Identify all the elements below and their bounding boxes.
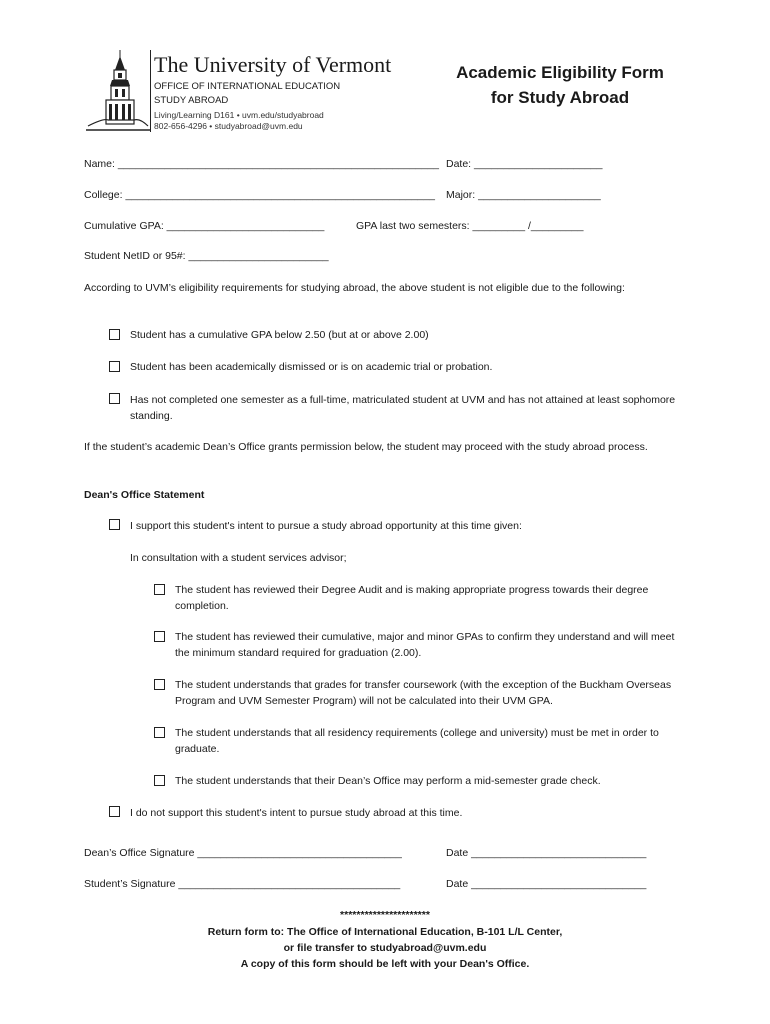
form-title-line-1: Academic Eligibility Form xyxy=(456,63,664,82)
logo-divider xyxy=(150,50,151,132)
intro-text: According to UVM’s eligibility requirements for studying abroad, the above student is not eligible due to the following: xyxy=(84,282,625,294)
deans-item-checkbox-4[interactable] xyxy=(154,727,165,738)
deans-item-text-1: The student has reviewed their Degree Audit and is making appropriate progress towards their degree completion. xyxy=(175,584,649,612)
student-signature-field[interactable]: Student’s Signature ______________________________________ xyxy=(84,878,401,890)
support-text: I support this student's intent to pursue a study abroad opportunity at this time given: xyxy=(130,520,522,532)
college-field[interactable]: College: _____________________________________________________ xyxy=(84,189,435,201)
office-line-2: STUDY ABROAD xyxy=(154,95,229,106)
major-field[interactable]: Major: _____________________ xyxy=(446,189,601,201)
deans-item-checkbox-5[interactable] xyxy=(154,775,165,786)
deans-item-checkbox-1[interactable] xyxy=(154,584,165,595)
reason-text-3: Has not completed one semester as a full-time, matriculated student at UVM and has not attained at least sophomore standing. xyxy=(130,394,676,422)
student-date-field[interactable]: Date ______________________________ xyxy=(446,878,647,890)
contact-line-1: Living/Learning D161 • uvm.edu/studyabroad xyxy=(154,110,324,120)
footer-copy-line: A copy of this form should be left with your Dean's Office. xyxy=(240,958,530,970)
reason-checkbox-3[interactable] xyxy=(109,393,120,404)
deans-item-text-3: The student understands that grades for transfer coursework (with the exception of the Buckham Overseas Program and UVM Semester Program) will not be calculated into their UVM GPA. xyxy=(175,679,672,707)
name-field[interactable]: Name: _______________________________________________________ xyxy=(84,158,440,170)
reason-checkbox-2[interactable] xyxy=(109,361,120,372)
reason-text-2: Student has been academically dismissed or is on academic trial or probation. xyxy=(130,361,493,373)
dean-date-field[interactable]: Date ______________________________ xyxy=(446,847,647,859)
cumulative-gpa-field[interactable]: Cumulative GPA: ___________________________ xyxy=(84,220,325,232)
dean-signature-field[interactable]: Dean’s Office Signature ___________________________________ xyxy=(84,847,402,859)
footer-return-line: Return form to: The Office of International Education, B-101 L/L Center, xyxy=(207,926,563,938)
date-field[interactable]: Date: ______________________ xyxy=(446,158,603,170)
university-name: The University of Vermont xyxy=(154,52,392,77)
deans-item-text-4: The student understands that all residency requirements (college and university) must be met in order to graduate. xyxy=(175,727,659,755)
reason-text-1: Student has a cumulative GPA below 2.50 (but at or above 2.00) xyxy=(130,329,429,341)
deans-item-checkbox-2[interactable] xyxy=(154,631,165,642)
footer-stars: ********************** xyxy=(340,909,430,921)
deans-item-text-2: The student has reviewed their cumulative, major and minor GPAs to confirm they understand and will meet the minimum standard required for graduation (2.00). xyxy=(175,631,675,659)
reason-checkbox-1[interactable] xyxy=(109,329,120,340)
deans-item-checkbox-3[interactable] xyxy=(154,679,165,690)
footer-email-line: or file transfer to studyabroad@uvm.edu xyxy=(283,942,487,954)
university-logo xyxy=(84,48,150,132)
contact-line-2: 802-656-4296 • studyabroad@uvm.edu xyxy=(154,121,303,131)
support-checkbox[interactable] xyxy=(109,519,120,530)
gpa-last-two-field[interactable]: GPA last two semesters: _________ /_________ xyxy=(356,220,584,232)
building-tower-icon xyxy=(84,48,150,132)
not-support-text: I do not support this student's intent to pursue study abroad at this time. xyxy=(130,807,463,819)
deans-heading: Dean's Office Statement xyxy=(84,489,205,501)
deans-item-text-5: The student understands that their Dean’s Office may perform a mid-semester grade check. xyxy=(175,775,601,787)
permission-text: If the student’s academic Dean’s Office grants permission below, the student may proceed with the study abroad process. xyxy=(84,441,648,453)
form-title-line-2: for Study Abroad xyxy=(490,88,630,107)
netid-field[interactable]: Student NetID or 95#: ________________________ xyxy=(84,250,329,262)
office-line-1: OFFICE OF INTERNATIONAL EDUCATION xyxy=(154,81,341,92)
consultation-text: In consultation with a student services advisor; xyxy=(130,552,347,564)
not-support-checkbox[interactable] xyxy=(109,806,120,817)
